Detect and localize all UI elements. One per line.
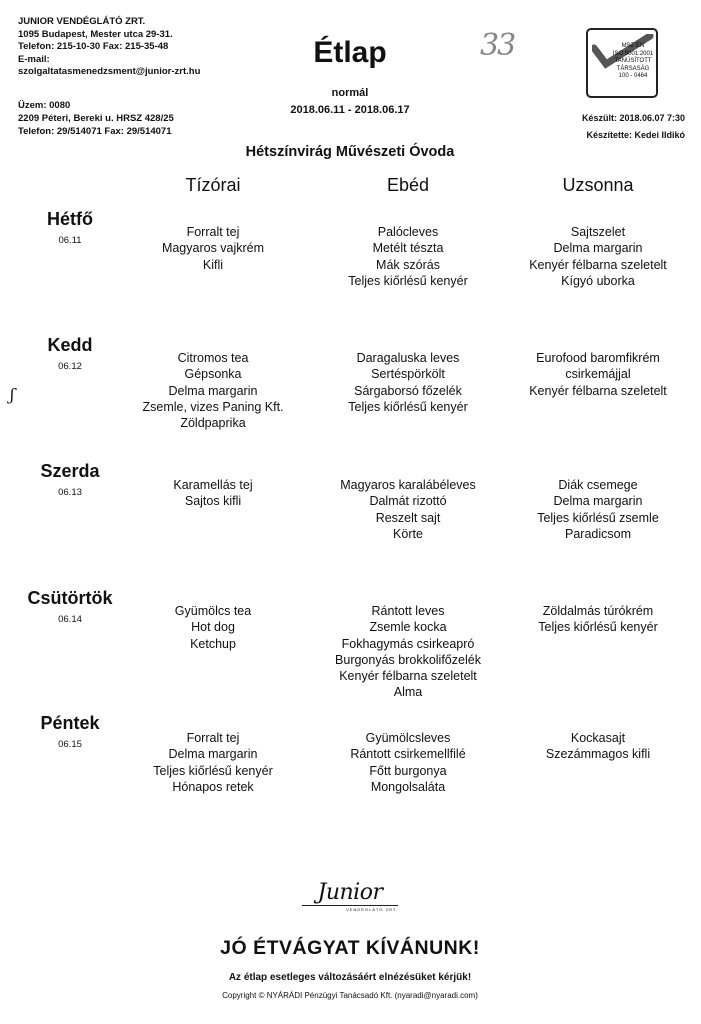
menu-item: Magyaros vajkrém <box>161 241 265 256</box>
menu-cell-afternoon <box>488 350 701 399</box>
menu-item: Zöldalmás túrókrém <box>542 604 654 618</box>
menu-item: Alma <box>393 685 423 700</box>
day-date: 06.12 <box>58 361 82 372</box>
menu-item: csirkemájjal <box>565 367 631 382</box>
menu-cell-morning <box>103 730 323 795</box>
menu-item: Gyümölcs tea <box>174 604 252 618</box>
plant-address: 2209 Péteri, Bereki u. HRSZ 428/25 <box>18 113 174 124</box>
menu-item: Burgonyás brokkolifőzelék <box>335 652 481 667</box>
menu-item: Delma margarin <box>553 494 643 509</box>
menu-item: Kenyér félbarna szeletelt <box>339 669 477 684</box>
created-by: Készítette: Kedei Ildikó <box>586 130 685 140</box>
plant-info <box>18 99 174 138</box>
company-email-label: E-mail: <box>18 53 50 65</box>
certificate-text <box>610 43 656 81</box>
company-address: 1095 Budapest, Mester utca 29-31. <box>18 28 173 40</box>
menu-item: Teljes kiőrlésű kenyér <box>153 763 273 778</box>
menu-cell-morning <box>103 350 323 431</box>
menu-item: Gyümölcsleves <box>365 731 451 745</box>
certificate-line: TÁRSASÁG <box>616 65 650 72</box>
certificate-line: ISO 9001:2001 <box>612 50 654 57</box>
menu-item: Rántott leves <box>371 604 445 618</box>
menu-item: Teljes kiőrlésű kenyér <box>538 620 658 635</box>
menu-item: Gépsonka <box>184 367 242 382</box>
certificate-line: TANÚSÍTOTT <box>614 58 652 64</box>
school-name: Hétszínvirág Művészeti Óvoda <box>245 144 455 160</box>
menu-item: Kenyér félbarna szeletelt <box>529 257 667 272</box>
day-date: 06.15 <box>58 739 82 750</box>
menu-item: Fokhagymás csirkeapró <box>341 636 475 651</box>
menu-cell-afternoon <box>488 224 701 289</box>
handwritten-page-number: 33 <box>480 28 515 63</box>
certificate-line: 100 - 0464 <box>618 73 648 79</box>
day-name: Kedd <box>47 335 93 355</box>
menu-item: Zöldpaprika <box>180 416 246 431</box>
column-header-afternoon: Uzsonna <box>562 175 634 195</box>
menu-cell-afternoon <box>488 730 701 763</box>
menu-item: Sajtos kifli <box>184 494 242 509</box>
column-header-morning: Tízórai <box>185 175 241 195</box>
menu-cell-afternoon <box>488 477 701 542</box>
menu-item: Főtt burgonya <box>369 763 447 778</box>
pen-mark: ʃ <box>10 385 15 404</box>
menu-item: Zsemle, vizes Paning Kft. <box>142 399 284 414</box>
menu-cell-afternoon <box>488 603 701 636</box>
menu-item: Ketchup <box>190 636 236 651</box>
menu-item: Teljes kiőrlésű kenyér <box>348 273 468 288</box>
menu-item: Kígyó uborka <box>561 273 635 288</box>
menu-item: Sajtszelet <box>570 225 626 239</box>
change-note: Az étlap esetleges változásáért elnézésüket kérjük! <box>228 972 472 983</box>
menu-cell-morning <box>103 477 323 510</box>
day-date: 06.13 <box>58 487 82 498</box>
menu-item: Zsemle kocka <box>369 620 447 635</box>
menu-item: Mák szórás <box>376 257 440 272</box>
menu-cell-morning <box>103 603 323 652</box>
menu-cell-morning <box>103 224 323 273</box>
menu-item: Sárgaborsó főzelék <box>354 383 462 398</box>
day-date: 06.14 <box>58 614 82 625</box>
menu-item: Eurofood baromfikrém <box>536 351 660 365</box>
menu-item: Palócleves <box>377 225 439 239</box>
menu-item: Metélt tészta <box>372 241 444 256</box>
date-range: 2018.06.11 - 2018.06.17 <box>290 104 410 116</box>
menu-item: Magyaros karalábéleves <box>340 478 476 492</box>
menu-item: Rántott csirkemellfilé <box>350 747 466 762</box>
bon-appetit: JÓ ÉTVÁGYAT KÍVÁNUNK! <box>220 937 480 959</box>
menu-item: Delma margarin <box>168 383 258 398</box>
plant-id: Üzem: 0080 <box>18 100 71 111</box>
menu-item: Kifli <box>202 257 224 272</box>
menu-item: Delma margarin <box>168 747 258 762</box>
junior-logo <box>290 880 410 912</box>
menu-item: Hot dog <box>191 620 235 635</box>
menu-item: Diák csemege <box>558 478 638 492</box>
company-phone: Telefon: 215-10-30 Fax: 215-35-48 <box>18 41 169 52</box>
day-name: Hétfő <box>47 209 93 229</box>
menu-type: normál <box>331 87 369 99</box>
menu-item: Paradicsom <box>565 526 631 541</box>
menu-item: Forralt tej <box>186 225 240 239</box>
column-header-lunch: Ebéd <box>386 175 430 195</box>
menu-cell-lunch <box>298 730 518 795</box>
menu-item: Kenyér félbarna szeletelt <box>529 383 667 398</box>
company-email: szolgaltatasmenedzsment@junior-zrt.hu <box>18 66 201 77</box>
day-name: Péntek <box>40 713 100 733</box>
copyright: Copyright © NYÁRÁDI Pénzügyi Tanácsadó Kft. (nyaradi@nyaradi.com) <box>222 991 478 1000</box>
logo-underline <box>302 905 398 906</box>
day-name: Szerda <box>40 461 100 481</box>
iso-certificate-stamp <box>586 28 658 98</box>
menu-item: Forralt tej <box>186 731 240 745</box>
day-date: 06.11 <box>58 235 82 246</box>
logo-text: Junior <box>317 880 383 905</box>
menu-cell-lunch <box>298 477 518 542</box>
page-title: Étlap <box>313 36 387 69</box>
menu-cell-lunch <box>298 224 518 289</box>
menu-item: Teljes kiőrlésű zsemle <box>537 510 659 525</box>
logo-subtext: VENDÉGLÁTÓ ZRT. <box>346 907 398 912</box>
menu-item: Mongolsaláta <box>370 779 446 794</box>
created-info <box>540 110 685 144</box>
menu-item: Hónapos retek <box>172 779 254 794</box>
menu-item: Karamellás tej <box>173 478 253 492</box>
certificate-line: MSZ EN <box>621 43 645 49</box>
menu-item: Teljes kiőrlésű kenyér <box>348 399 468 414</box>
menu-item: Daragaluska leves <box>356 351 460 365</box>
menu-cell-lunch <box>298 350 518 415</box>
plant-phone: Telefon: 29/514071 Fax: 29/514071 <box>18 126 172 137</box>
menu-item: Körte <box>393 526 423 541</box>
company-info <box>18 16 200 79</box>
menu-item: Szezámmagos kifli <box>545 747 651 762</box>
menu-cell-lunch <box>298 603 518 701</box>
menu-item: Dalmát rizottó <box>369 494 447 509</box>
created-date: Készült: 2018.06.07 7:30 <box>581 113 685 123</box>
menu-item: Delma margarin <box>553 241 643 256</box>
company-name: JUNIOR VENDÉGLÁTÓ ZRT. <box>18 16 146 27</box>
menu-item: Citromos tea <box>177 351 249 365</box>
menu-item: Kockasajt <box>570 731 626 745</box>
menu-item: Sertéspörkölt <box>371 367 445 382</box>
day-name: Csütörtök <box>27 588 113 608</box>
menu-item: Reszelt sajt <box>375 510 441 525</box>
